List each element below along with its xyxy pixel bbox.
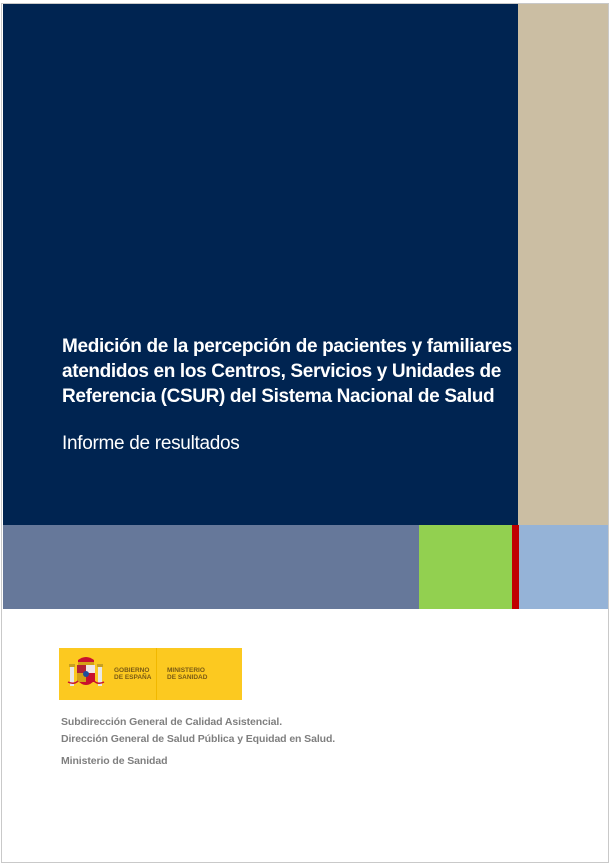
ministry-line: MINISTERIO	[167, 667, 205, 674]
government-line: GOBIERNO	[114, 667, 150, 674]
beige-side-block	[518, 4, 609, 525]
ministry-name: Ministerio de Sanidad	[61, 755, 168, 767]
document-page	[1, 3, 609, 863]
subdirectorate-name: Subdirección General de Calidad Asistencial.	[61, 716, 283, 728]
slate-band-block	[3, 525, 419, 609]
green-band-block	[419, 525, 512, 609]
title-line: Referencia (CSUR) del Sistema Nacional de Salud	[62, 386, 495, 407]
document-title	[62, 334, 512, 409]
logo-divider	[156, 648, 157, 700]
red-accent-bar	[512, 525, 519, 609]
light-blue-band-block	[519, 525, 609, 609]
document-subtitle: Informe de resultados	[62, 433, 240, 454]
directorate-name: Dirección General de Salud Pública y Equidad en Salud.	[61, 733, 336, 745]
title-line: Medición de la percepción de pacientes y familiares	[62, 336, 512, 357]
ministry-line: DE SANIDAD	[167, 674, 208, 681]
government-line: DE ESPAÑA	[114, 674, 152, 681]
ministry-label	[167, 667, 207, 681]
government-label	[114, 667, 154, 681]
government-logo	[59, 648, 242, 700]
spain-coat-of-arms-icon	[66, 654, 106, 694]
title-line: atendidos en los Centros, Servicios y Unidades de	[62, 361, 501, 382]
